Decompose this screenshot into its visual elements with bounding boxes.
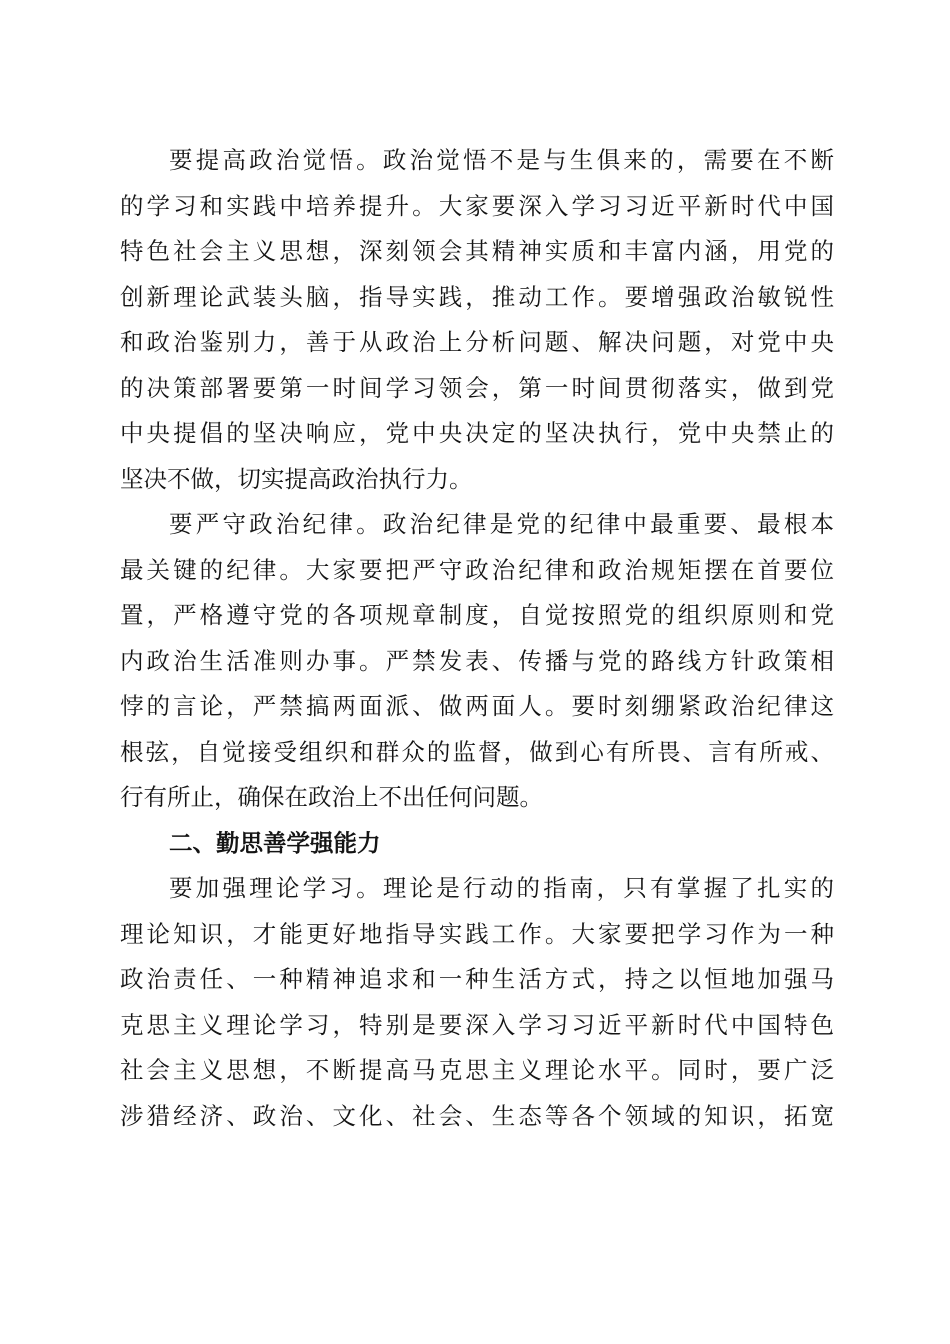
text-line: 和政治鉴别力，善于从政治上分析问题、解决问题，对党中央 [120,328,834,356]
paragraph-theory-study [120,866,834,1139]
section-heading: 二、勤思善学强能力 [169,828,381,857]
text-line: 悖的言论，严禁搞两面派、做两面人。要时刻绷紧政治纪律这 [120,692,834,720]
text-line: 置，严格遵守党的各项规章制度，自觉按照党的组织原则和党 [120,601,834,629]
document-body [120,138,834,1139]
text-line: 创新理论武装头脑，指导实践，推动工作。要增强政治敏锐性 [120,282,834,311]
text-line: 的学习和实践中培养提升。大家要深入学习习近平新时代中国 [120,191,834,220]
text-line: 中央提倡的坚决响应，党中央决定的坚决执行，党中央禁止的 [120,419,834,447]
text-line: 特色社会主义思想，深刻领会其精神实质和丰富内涵，用党的 [120,237,834,265]
text-line: 最关键的纪律。大家要把严守政治纪律和政治规矩摆在首要位 [120,555,834,584]
text-line: 要加强理论学习。理论是行动的指南，只有掌握了扎实的 [169,874,834,902]
text-line: 要提高政治觉悟。政治觉悟不是与生俱来的，需要在不断 [169,146,834,174]
text-line: 坚决不做，切实提高政治执行力。 [120,464,473,493]
text-line: 要严守政治纪律。政治纪律是党的纪律中最重要、最根本 [169,510,834,538]
text-line: 理论知识，才能更好地指导实践工作。大家要把学习作为一种 [120,919,834,948]
text-line: 涉猎经济、政治、文化、社会、生态等各个领域的知识，拓宽 [120,1101,834,1130]
text-line: 社会主义思想，不断提高马克思主义理论水平。同时，要广泛 [120,1056,834,1084]
paragraph-political-discipline [120,502,834,821]
text-line: 的决策部署要第一时间学习领会，第一时间贯彻落实，做到党 [120,373,834,402]
text-line: 根弦，自觉接受组织和群众的监督，做到心有所畏、言有所戒、 [120,737,834,766]
text-line: 克思主义理论学习，特别是要深入学习习近平新时代中国特色 [120,1010,834,1039]
paragraph-political-awareness [120,138,834,502]
text-line: 内政治生活准则办事。严禁发表、传播与党的路线方针政策相 [120,646,834,675]
text-line: 政治责任、一种精神追求和一种生活方式，持之以恒地加强马 [120,965,834,993]
text-line: 行有所止，确保在政治上不出任何问题。 [120,783,543,811]
